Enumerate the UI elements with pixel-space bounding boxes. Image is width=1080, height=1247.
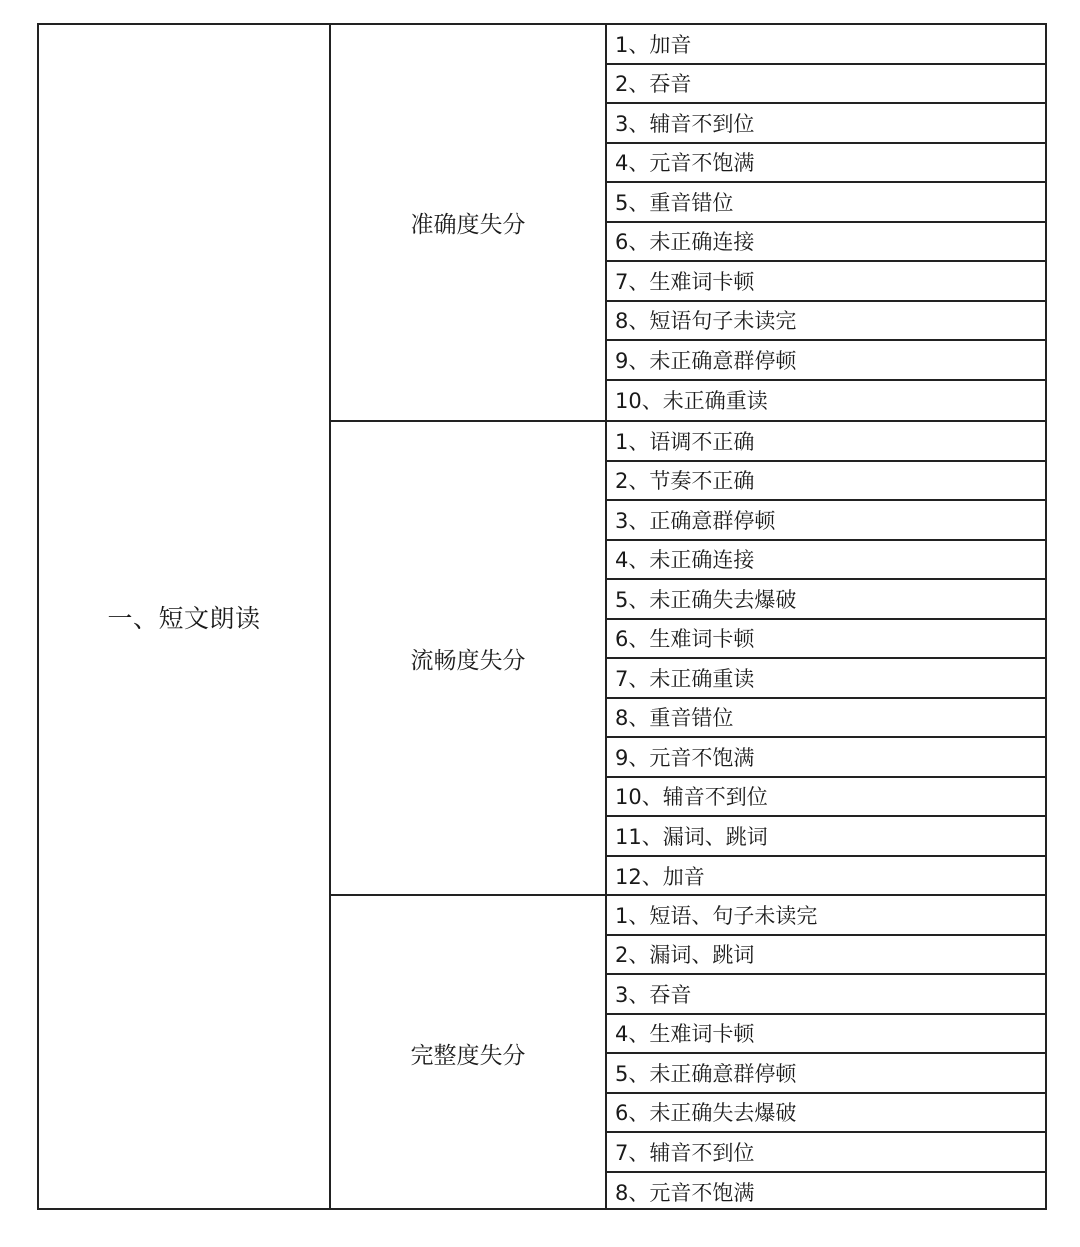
list-item: 1、短语、句子未读完: [607, 896, 1045, 936]
list-item: 8、重音错位: [607, 699, 1045, 739]
group-accuracy: [331, 25, 1045, 420]
scoring-table: [37, 23, 1047, 1210]
list-item: 5、未正确意群停顿: [607, 1054, 1045, 1094]
list-item: 10、未正确重读: [615, 389, 768, 414]
list-item: 6、未正确失去爆破: [607, 1094, 1045, 1134]
list-item: 2、吞音: [607, 65, 1045, 105]
items-completeness: [607, 896, 1045, 1210]
group-name-fluency: 流畅度失分: [331, 422, 607, 894]
list-item: 6、未正确连接: [607, 223, 1045, 263]
list-item: 8、短语句子未读完: [607, 302, 1045, 342]
groups-column: [331, 25, 1045, 1208]
list-item: 3、辅音不到位: [607, 104, 1045, 144]
list-item: 2、漏词、跳词: [607, 936, 1045, 976]
group-name-accuracy: 准确度失分: [331, 25, 607, 420]
list-item: 4、未正确连接: [607, 541, 1045, 581]
list-item: 8、元音不饱满: [615, 1181, 755, 1206]
items-accuracy: [607, 25, 1045, 420]
list-item: 5、重音错位: [607, 183, 1045, 223]
list-item: 1、语调不正确: [607, 422, 1045, 462]
list-item: 3、吞音: [607, 975, 1045, 1015]
list-item: 2、节奏不正确: [607, 462, 1045, 502]
list-item: 12、加音: [615, 865, 705, 890]
list-item: 9、元音不饱满: [607, 738, 1045, 778]
category-cell: [39, 25, 331, 1208]
list-item: 3、正确意群停顿: [607, 501, 1045, 541]
list-item: 10、辅音不到位: [607, 778, 1045, 818]
list-item: 4、生难词卡顿: [607, 1015, 1045, 1055]
category-label: 一、短文朗读: [107, 603, 261, 633]
list-item: 6、生难词卡顿: [607, 620, 1045, 660]
group-name-completeness: 完整度失分: [331, 896, 607, 1210]
group-completeness: [331, 894, 1045, 1210]
list-item: 7、生难词卡顿: [607, 262, 1045, 302]
list-item: 7、辅音不到位: [607, 1133, 1045, 1173]
list-item: 5、未正确失去爆破: [607, 580, 1045, 620]
list-item: 9、未正确意群停顿: [607, 341, 1045, 381]
list-item: 7、未正确重读: [607, 659, 1045, 699]
list-item: 11、漏词、跳词: [607, 817, 1045, 857]
list-item: 4、元音不饱满: [607, 144, 1045, 184]
items-fluency: [607, 422, 1045, 894]
list-item: 1、加音: [607, 25, 1045, 65]
group-fluency: [331, 420, 1045, 894]
